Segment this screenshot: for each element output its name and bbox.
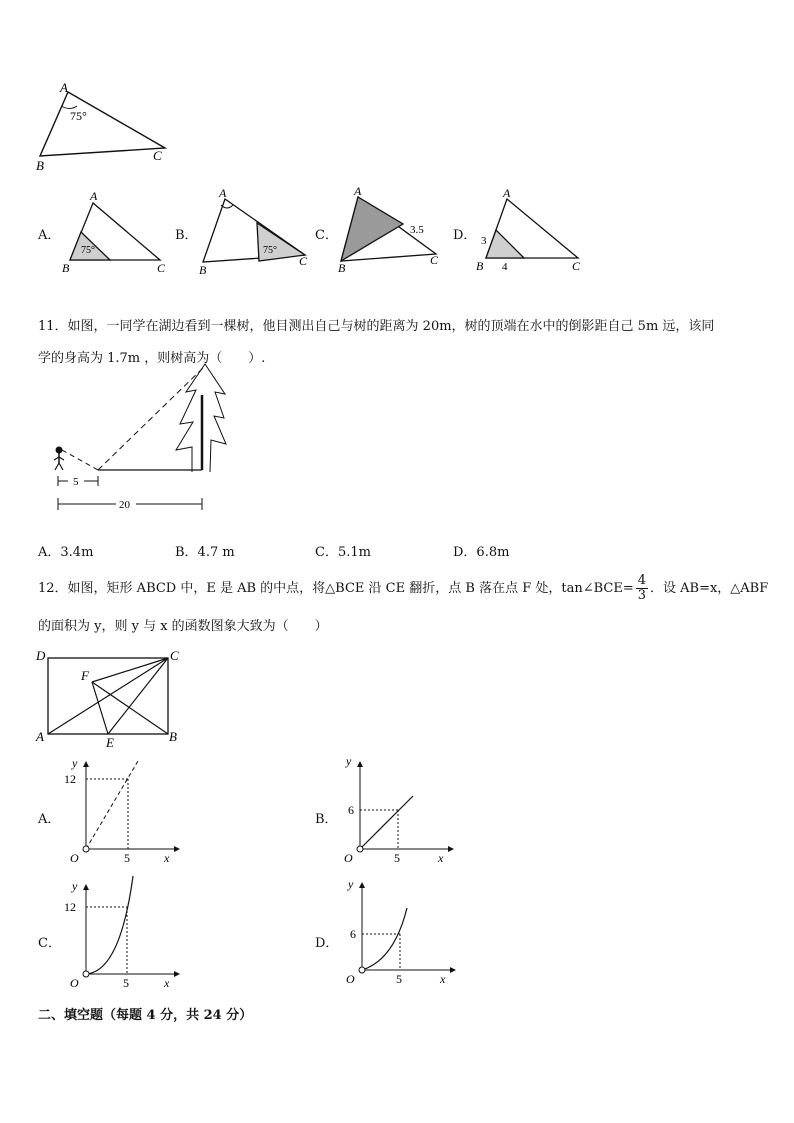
svg-text:A: A [90, 190, 98, 203]
q12-graph-a-xtick: 5 [124, 851, 130, 865]
q11-option-b: B．4.7 m [175, 545, 235, 560]
q12-frac-num: 4 [637, 573, 646, 588]
q10-label-angle: 75° [70, 109, 87, 123]
q11-text-line2: 学的身高为 1.7m ，则树高为（ ）. [38, 351, 266, 366]
q12-label-F: F [81, 668, 89, 683]
q11-text-line1: 11．如图，一同学在湖边看到一棵树，他目测出自己与树的距离为 20m，树的顶端在水中的倒影距自己 5m 远，该同 [38, 319, 715, 334]
q12-graph-c [58, 876, 183, 988]
q12-graph-b-label: B． [315, 812, 338, 827]
q10-option-b-figure [195, 185, 315, 275]
q12-graph-d-xtick: 5 [396, 972, 402, 986]
q12-graph-d-o: O [346, 972, 355, 986]
q12-graph-d-ytick: 6 [350, 927, 356, 941]
q12-rectangle-figure [34, 646, 189, 750]
q12-graph-b-o: O [344, 851, 353, 865]
q12-graph-a-o: O [70, 851, 79, 865]
q12-graph-a-y: y [72, 756, 78, 770]
q11-option-c: C．5.1m [315, 545, 371, 560]
svg-text:A: A [503, 186, 511, 200]
svg-text:A: A [354, 184, 362, 198]
q12-fraction [636, 574, 648, 603]
q11-tree-figure [48, 362, 238, 517]
q10-option-a-label: A． [38, 228, 61, 243]
q11-option-d: D．6.8m [453, 545, 510, 560]
q10-label-C: C [153, 148, 162, 163]
q12-graph-c-x: x [164, 976, 170, 988]
q12-label-E: E [106, 735, 114, 750]
section-2-heading: 二、填空题（每题 4 分，共 24 分） [38, 1008, 253, 1023]
q11-option-a: A．3.4m [38, 545, 94, 560]
q10-option-c-side: 3.5 [410, 224, 424, 236]
q10-option-d-side2: 4 [502, 261, 508, 273]
q10-main-triangle-figure [30, 78, 180, 178]
q10-label-B: B [36, 158, 44, 173]
q10-option-d-side1: 3 [481, 235, 487, 247]
q12-label-B: B [169, 729, 177, 744]
q12-label-D: D [36, 648, 46, 663]
svg-text:C: C [572, 259, 581, 273]
q12-graph-d-y: y [348, 877, 354, 891]
q10-label-A: A [60, 80, 68, 95]
q10-option-d-figure [474, 186, 589, 274]
q12-graph-b-x: x [438, 851, 444, 865]
q10-option-b-angle: 75° [263, 245, 277, 256]
q12-text-line2: 的面积为 y，则 y 与 x 的函数图象大致为（ ） [38, 619, 328, 634]
q10-option-d-label: D． [453, 228, 477, 243]
q12-label-C: C [170, 648, 179, 663]
q10-option-a-figure [58, 190, 178, 275]
q12-graph-a-ytick: 12 [64, 772, 76, 786]
svg-text:B: B [338, 261, 346, 274]
q12-graph-b-y: y [346, 755, 352, 768]
q10-option-a-angle: 75° [81, 245, 95, 256]
q12-graph-c-label: C． [38, 936, 61, 951]
svg-text:A: A [219, 186, 227, 200]
q12-graph-c-y: y [72, 879, 78, 893]
q12-label-A: A [36, 729, 44, 744]
q10-option-c-figure [336, 184, 446, 274]
svg-text:C: C [157, 261, 166, 275]
q12-text-line1a: 12．如图，矩形 ABCD 中，E 是 AB 的中点，将△BCE 沿 CE 翻折，点 B 落在点 F 处，tan∠BCE= [38, 581, 634, 596]
q12-text-line1 [38, 574, 768, 603]
q12-graph-a [58, 755, 183, 867]
q11-dim-20: 20 [119, 499, 130, 511]
q12-frac-den: 3 [637, 588, 646, 603]
q12-graph-a-label: A． [38, 812, 61, 827]
q12-graph-d-label: D． [315, 936, 339, 951]
svg-text:B: B [62, 261, 70, 275]
q10-option-b-label: B． [175, 228, 198, 243]
q11-dim-5: 5 [73, 476, 79, 488]
q12-graph-b-ytick: 6 [348, 803, 354, 817]
q10-option-c-label: C． [315, 228, 338, 243]
q12-graph-b-xtick: 5 [394, 851, 400, 865]
q12-graph-c-xtick: 5 [123, 976, 129, 988]
q12-graph-d-x: x [440, 972, 446, 986]
q12-graph-c-o: O [70, 976, 79, 988]
q12-graph-b [334, 755, 459, 867]
q12-graph-c-ytick: 12 [64, 900, 76, 914]
q12-text-line1b: ．设 AB=x，△ABF [650, 581, 769, 596]
svg-text:C: C [430, 253, 439, 267]
q12-graph-d [334, 876, 459, 988]
svg-text:C: C [299, 254, 308, 268]
svg-text:B: B [476, 259, 484, 273]
svg-text:B: B [199, 263, 207, 275]
q12-graph-a-x: x [164, 851, 170, 865]
